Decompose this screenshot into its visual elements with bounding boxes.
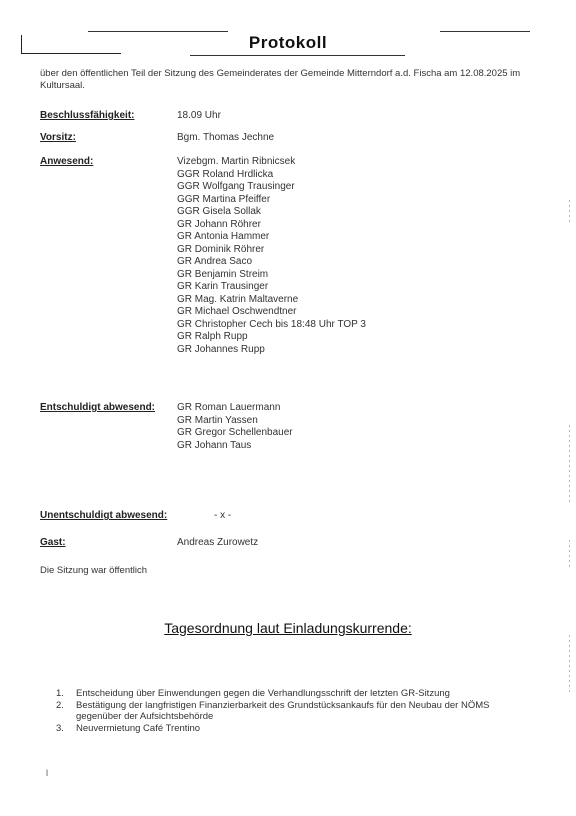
agenda-item-text: Neuvermietung Café Trentino [76,722,201,734]
gast-value: Andreas Zurowetz [177,537,259,548]
beschluss-value: 18.09 Uhr [177,110,221,121]
list-item: GR Dominik Röhrer [177,243,265,255]
list-item: GR Michael Oschwendtner [177,306,297,317]
header-top-rule-left [88,31,228,32]
footer-mark: l [46,768,48,778]
agenda-item [56,723,536,735]
anwesend-label: Anwesend: [40,156,94,167]
scan-artifact [569,635,570,695]
agenda-item-number: 1. [56,688,64,699]
gast-label: Gast: [40,537,66,548]
unentschuldigt-label: Unentschuldigt abwesend: [40,510,168,521]
list-item: GGR Roland Hrdlicka [177,168,274,180]
list-item: GR Gregor Schellenbauer [177,427,293,438]
public-session-statement: Die Sitzung war öffentlich [40,565,148,576]
list-item: GR Ralph Rupp [177,331,248,342]
scan-artifact [569,425,570,505]
agenda-item-number: 2. [56,699,64,711]
title-underline [190,55,405,56]
entschuldigt-list [177,402,293,452]
agenda-item [56,688,536,700]
list-item: GGR Wolfgang Trausinger [177,181,295,192]
agenda-title: Tagesordnung laut Einladungskurrende: [164,620,412,636]
intro-text: über den öffentlichen Teil der Sitzung des Gemeinderates der Gemeinde Mitterndorf a.d. Fischa am 12.08.2025 im Kultursaal. [40,68,521,91]
list-item: GR Martin Yassen [177,414,258,426]
list-item: Vizebgm. Martin Ribnicsek [177,156,296,167]
list-item: GGR Martina Pfeiffer [177,193,271,205]
list-item: GR Christopher Cech bis 18:48 Uhr TOP 3 [177,318,366,330]
vorsitz-value: Bgm. Thomas Jechne [177,132,275,143]
scan-artifact [569,200,570,222]
document-title: Protokoll [248,33,328,52]
header-corner-horizontal [21,53,121,54]
list-item: GGR Gisela Sollak [177,206,261,217]
unentschuldigt-value: - x - [214,510,232,521]
header-top-rule-right [440,31,530,32]
anwesend-list [177,156,366,356]
entschuldigt-label: Entschuldigt abwesend: [40,402,156,413]
list-item: GR Mag. Katrin Maltaverne [177,293,299,305]
list-item: GR Karin Trausinger [177,281,269,292]
list-item: GR Antonia Hammer [177,231,270,242]
agenda-list [56,688,536,734]
agenda-item [56,700,536,723]
agenda-item-number: 3. [56,722,64,734]
list-item: GR Andrea Saco [177,256,253,267]
beschluss-label: Beschlussfähigkeit: [40,110,135,121]
scan-artifact [569,540,570,570]
list-item: GR Johann Taus [177,439,252,451]
list-item: GR Johann Röhrer [177,218,261,230]
agenda-item-text: Bestätigung der langfristigen Finanzierbarkeit des Grundstücksankaufs für den Neubau der NÖMS gegenüber der Aufsichtsbehörde [76,699,490,722]
list-item: GR Johannes Rupp [177,343,265,355]
list-item: GR Benjamin Streim [177,268,269,280]
agenda-item-text: Entscheidung über Einwendungen gegen die Verhandlungsschrift der letzten GR-Sitzung [76,688,450,699]
list-item: GR Roman Lauermann [177,402,281,413]
vorsitz-label: Vorsitz: [40,132,76,143]
